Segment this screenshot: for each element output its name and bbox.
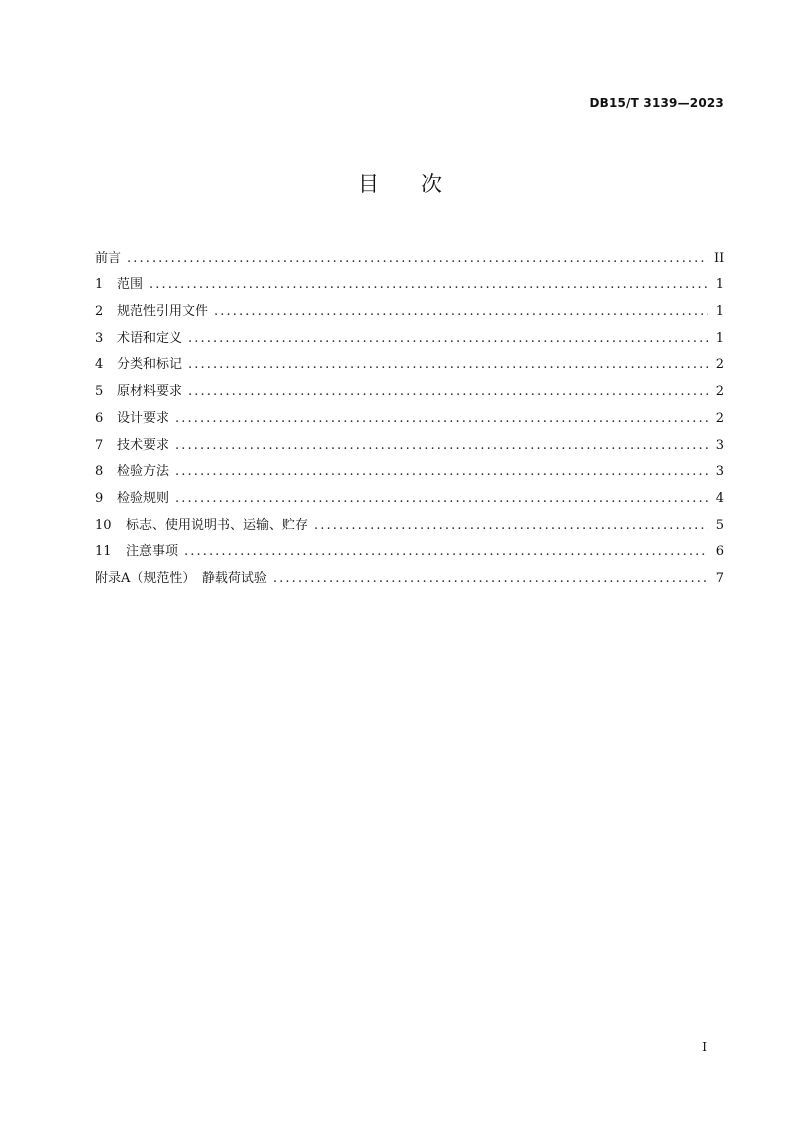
toc-entry-number: 3: [95, 330, 104, 346]
toc-entry-number: 7: [95, 437, 104, 453]
toc-dot-leader: [273, 571, 708, 587]
toc-entry-number: 1: [95, 277, 104, 293]
toc-entry-label: 原材料要求: [117, 384, 183, 400]
toc-entry-page: 4: [715, 490, 724, 506]
toc-entry-number: 11: [95, 544, 112, 560]
toc-dot-leader: [175, 491, 708, 507]
toc-entry-label: 前言: [95, 250, 122, 266]
toc-entry-number: 10: [95, 517, 112, 533]
toc-entry-page: 7: [715, 570, 724, 586]
toc-entry-label: 规范性引用文件: [117, 304, 209, 320]
toc-entry-11[interactable]: [95, 534, 724, 561]
toc-dot-leader: [127, 251, 708, 267]
toc-entry-number: 8: [95, 464, 104, 480]
toc-entry-2[interactable]: [95, 293, 724, 320]
toc-dot-leader: [214, 304, 708, 320]
table-of-contents: [95, 240, 724, 587]
toc-entry-page: 2: [715, 384, 724, 400]
toc-entry-label: 附录A（规范性） 静载荷试验: [95, 570, 267, 586]
toc-dot-leader: [314, 518, 708, 534]
toc-entry-1[interactable]: [95, 267, 724, 294]
toc-entry-4[interactable]: [95, 347, 724, 374]
toc-entry-page: 2: [715, 410, 724, 426]
toc-dot-leader: [149, 277, 708, 293]
toc-entry-label: 注意事项: [126, 544, 179, 560]
toc-entry-6[interactable]: [95, 400, 724, 427]
toc-entry-number: 5: [95, 384, 104, 400]
toc-entry-number: 4: [95, 357, 104, 373]
toc-entry-5[interactable]: [95, 373, 724, 400]
toc-entry-9[interactable]: [95, 480, 724, 507]
toc-entry-page: 3: [715, 464, 724, 480]
toc-entry-page: 2: [715, 357, 724, 373]
toc-entry-label: 检验方法: [117, 464, 170, 480]
toc-entry-page: II: [714, 250, 725, 266]
toc-entry-7[interactable]: [95, 427, 724, 454]
toc-dot-leader: [188, 357, 708, 373]
toc-dot-leader: [188, 331, 708, 347]
toc-entry-label: 设计要求: [117, 410, 170, 426]
toc-entry-page: 5: [715, 517, 724, 533]
toc-entry-foreword[interactable]: [95, 240, 724, 267]
toc-dot-leader: [184, 544, 708, 560]
toc-entry-number: 2: [95, 304, 104, 320]
toc-dot-leader: [175, 411, 708, 427]
toc-dot-leader: [175, 464, 708, 480]
document-code: DB15/T 3139—2023: [589, 96, 724, 110]
toc-entry-10[interactable]: [95, 507, 724, 534]
toc-entry-8[interactable]: [95, 454, 724, 481]
toc-entry-label: 范围: [117, 277, 144, 293]
toc-entry-label: 分类和标记: [117, 357, 183, 373]
page-number: I: [702, 1040, 707, 1054]
toc-dot-leader: [175, 438, 708, 454]
toc-entry-number: 9: [95, 490, 104, 506]
toc-entry-appendix-a[interactable]: [95, 560, 724, 587]
toc-entry-page: 6: [715, 544, 724, 560]
toc-entry-3[interactable]: [95, 320, 724, 347]
toc-entry-label: 术语和定义: [117, 330, 183, 346]
toc-entry-page: 1: [715, 330, 724, 346]
toc-entry-label: 检验规则: [117, 490, 170, 506]
toc-entry-number: 6: [95, 410, 104, 426]
toc-entry-label: 标志、使用说明书、运输、贮存: [126, 517, 309, 533]
toc-dot-leader: [188, 384, 708, 400]
toc-entry-page: 1: [715, 304, 724, 320]
toc-entry-page: 1: [715, 277, 724, 293]
toc-entry-label: 技术要求: [117, 437, 170, 453]
toc-title: 目次: [358, 172, 484, 196]
toc-entry-page: 3: [715, 437, 724, 453]
